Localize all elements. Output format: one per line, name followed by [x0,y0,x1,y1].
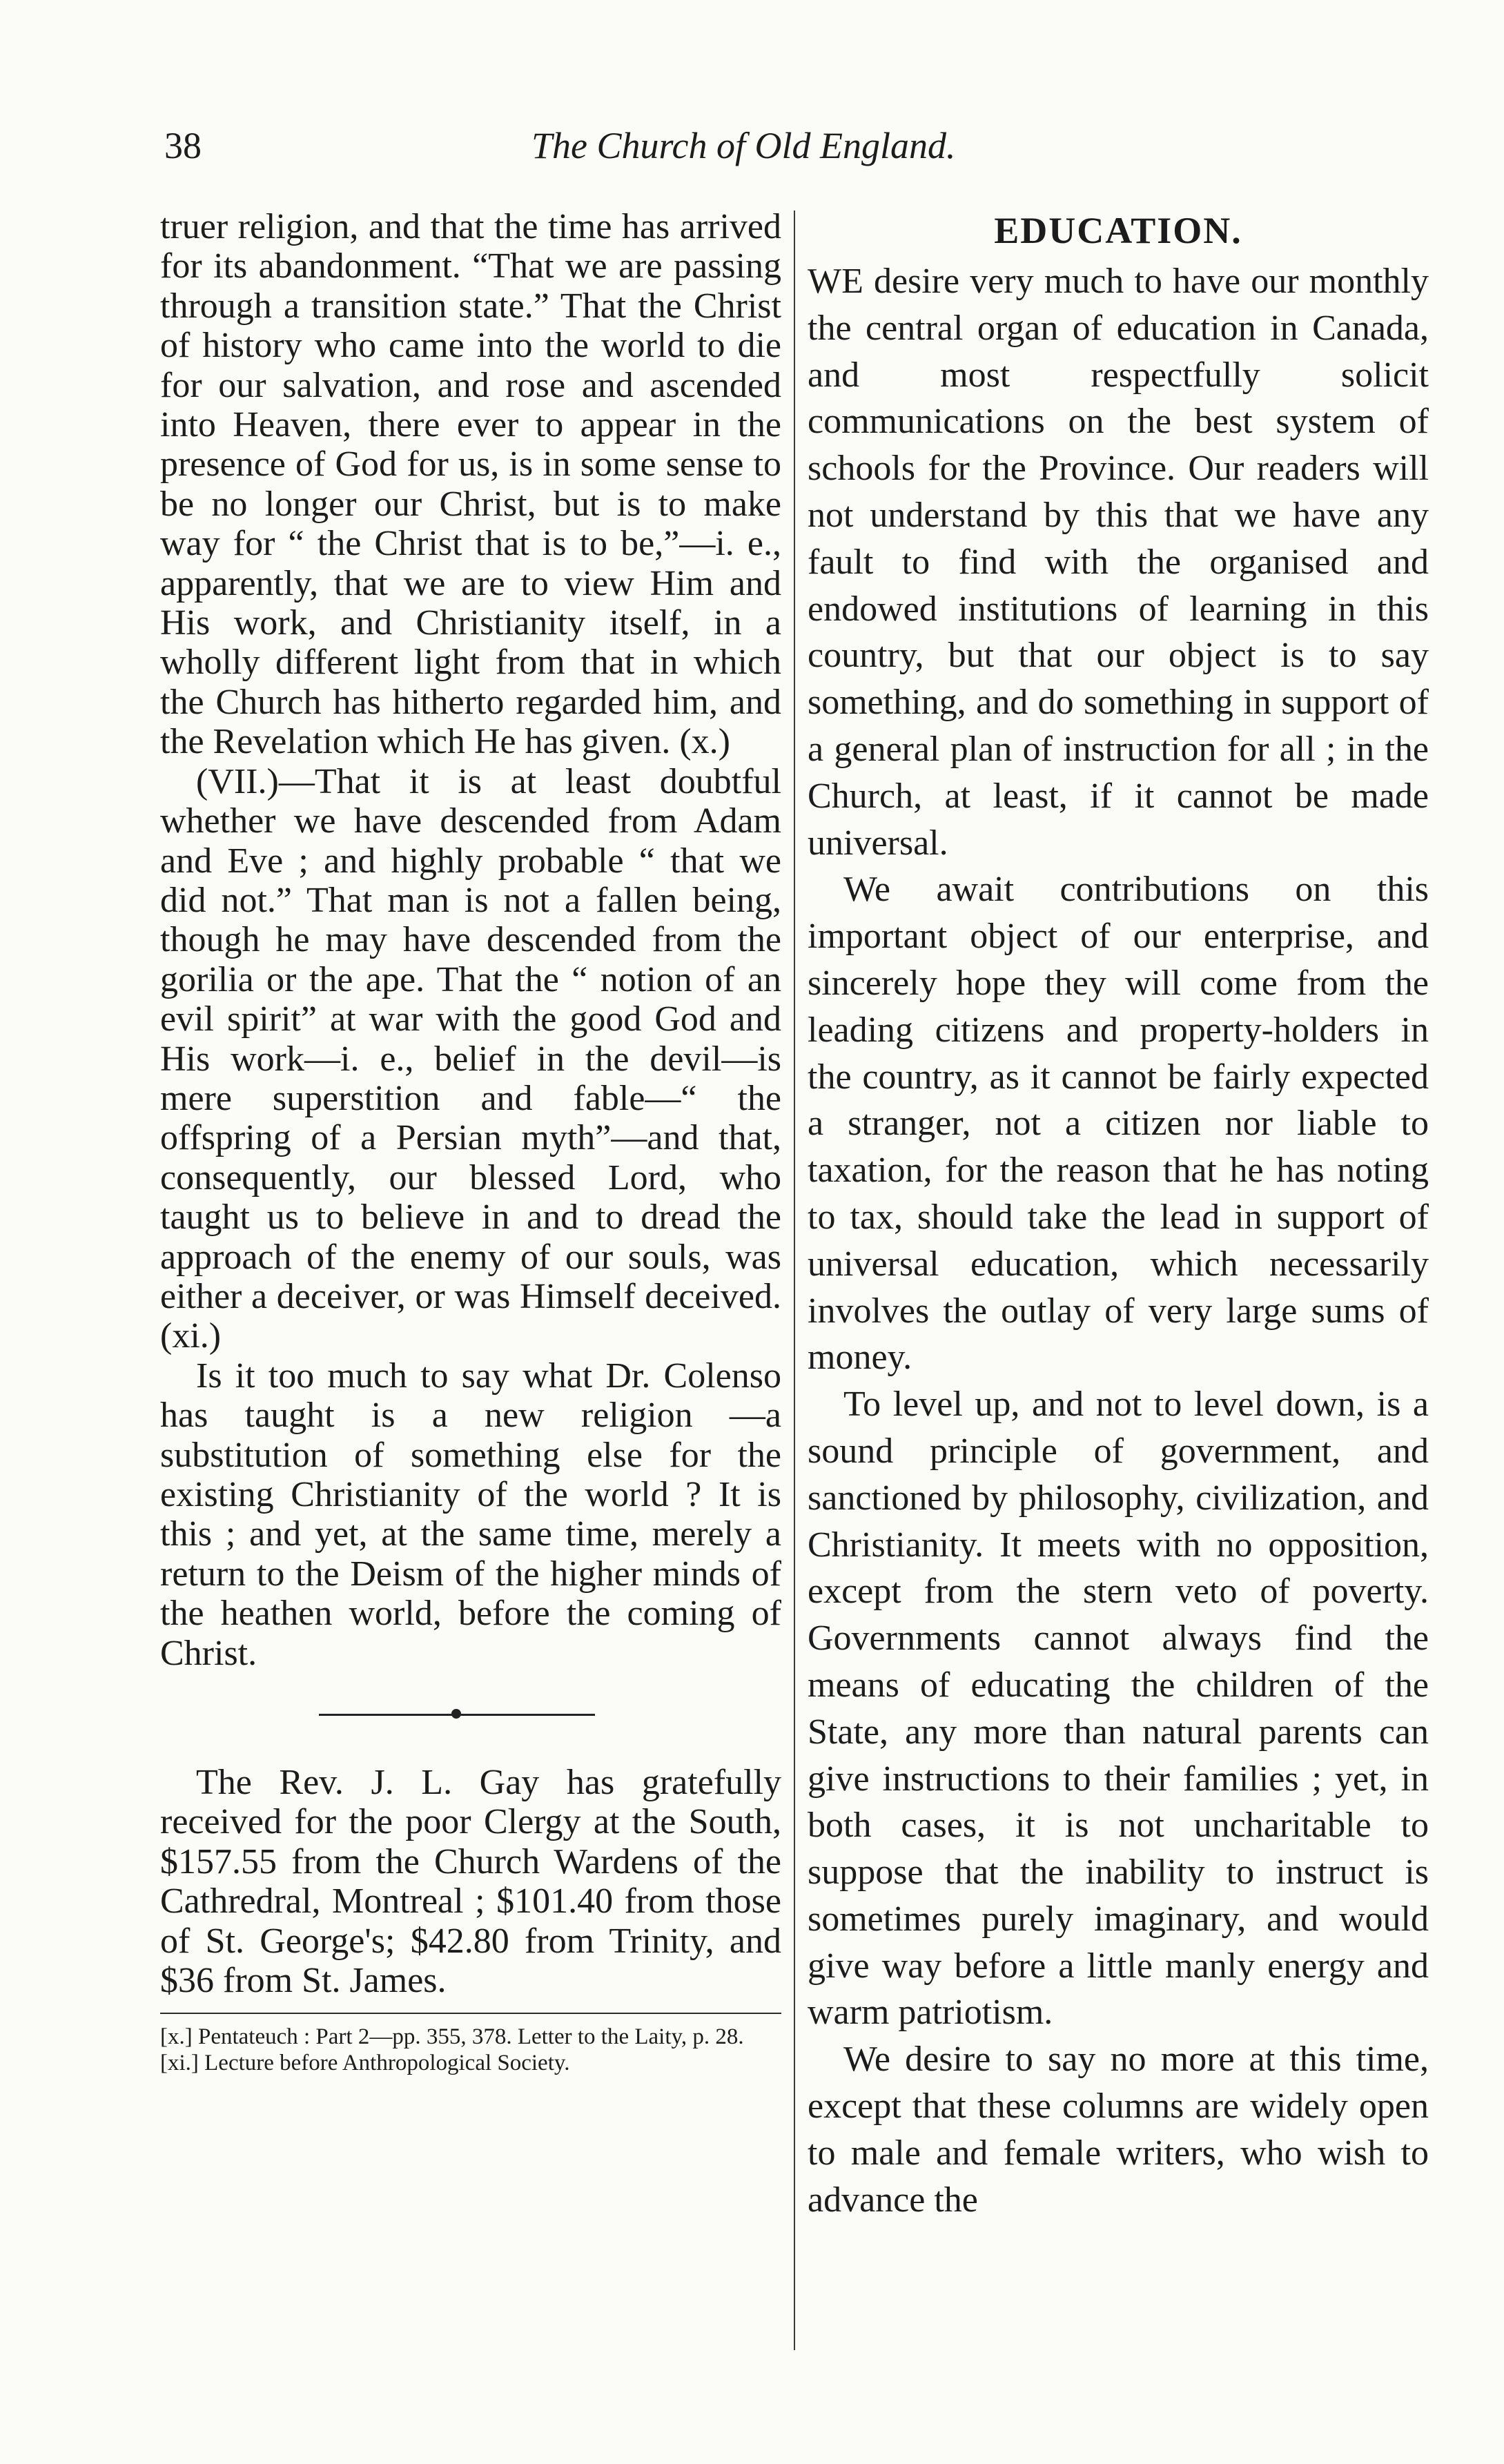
section-heading-education: EDUCATION. [994,210,1242,251]
footnote-rule [160,2013,781,2014]
running-title: The Church of Old England. [531,125,956,166]
donation-notice: The Rev. J. L. Gay has gratefully received for the poor Clergy at the South, $157.55 from the Church Wardens of the Cathredral, Montreal ; $101.40 from those of St. George's; $42.80 from Trinity, and $36 from St. James. [160,1763,781,2001]
body-paragraph-3: Is it too much to say what Dr. Colenso has taught is a new religion —a substitution of something else for the existing Christianity of the world ? It is this ; and yet, at the same time, merely a return to the Deism of the higher minds of the heathen world, before the coming of Christ. [160,1356,781,1673]
left-column [160,207,781,2076]
separator-ornament [451,1709,461,1719]
education-paragraph-4: We desire to say no more at this time, except that these columns are widely open to male and female writers, who wish to advance the [808,2040,1429,2220]
footnote-xi: [xi.] Lecture before Anthropological Society. [160,2051,570,2076]
footnotes [160,2024,781,2076]
education-paragraph-3: To level up, and not to level down, is a sound principle of government, and sanctioned by philosophy, civilization, and Christianity. It meets with no opposition, except from the stern veto of poverty. Governments cannot always find the means of educating the children of the State, any more than natural parents can give instructions to their families ; yet, in both cases, it is not uncharitable to suppose that the inability to instruct is sometimes purely imaginary, and would give way before a little manly energy and warm patriotism. [808,1385,1429,2033]
body-paragraph-2: (VII.)—That it is at least doubtful whether we have descended from Adam and Eve ; and highly probable “ that we did not.” That man is not a fallen being, though he may have descended from the gorilia or the ape. That the “ notion of an evil spirit” at war with the good God and His work—i. e., belief in the devil—is mere superstition and fable—“ the offspring of a Persian myth”—and that, consequently, our blessed Lord, who taught us to believe in and to dread the approach of the enemy of our souls, was either a deceiver, or was Himself deceived. (xi.) [160,761,781,1356]
body-paragraph-1: truer religion, and that the time has arrived for its abandonment. “That we are passing through a transition state.” That the Christ of history who came into the world to die for our salvation, and rose and ascended into Heaven, there ever to appear in the presence of God for us, is in some sense to be no longer our Christ, but is to make way for “ the Christ that is to be,”—i. e., apparently, that we are to view Him and His work, and Christianity itself, in a wholly different light from that in which the Church has hitherto regarded him, and the Revelation which He has given. (x.) [160,207,781,762]
column-divider [794,211,795,2350]
page-header [0,124,1504,186]
footnote-x: [x.] Pentateuch : Part 2—pp. 355, 378. Letter to the Laity, p. 28. [160,2024,744,2050]
education-paragraph-2: We await contributions on this important object of our enterprise, and sincerely hope they will come from the leading citizens and property-holders in the country, as it cannot be fairly expected a stranger, not a citizen nor liable to taxation, for the reason that he has noting to tax, should take the lead in support of universal education, which necessarily involves the outlay of very large sums of money. [808,870,1429,1378]
page-number: 38 [164,125,202,166]
section-separator [160,1701,781,1728]
right-column [808,207,1429,2223]
education-paragraph-1: WE desire very much to have our monthly the central organ of education in Canada, and most respectfully solicit communications on the best system of schools for the Province. Our readers will not understand by this that we have any fault to find with the organised and endowed institutions of learning in this country, but that our object is to say something, and do something in support of a general plan of instruction for all ; in the Church, at least, if it cannot be made universal. [808,262,1429,863]
